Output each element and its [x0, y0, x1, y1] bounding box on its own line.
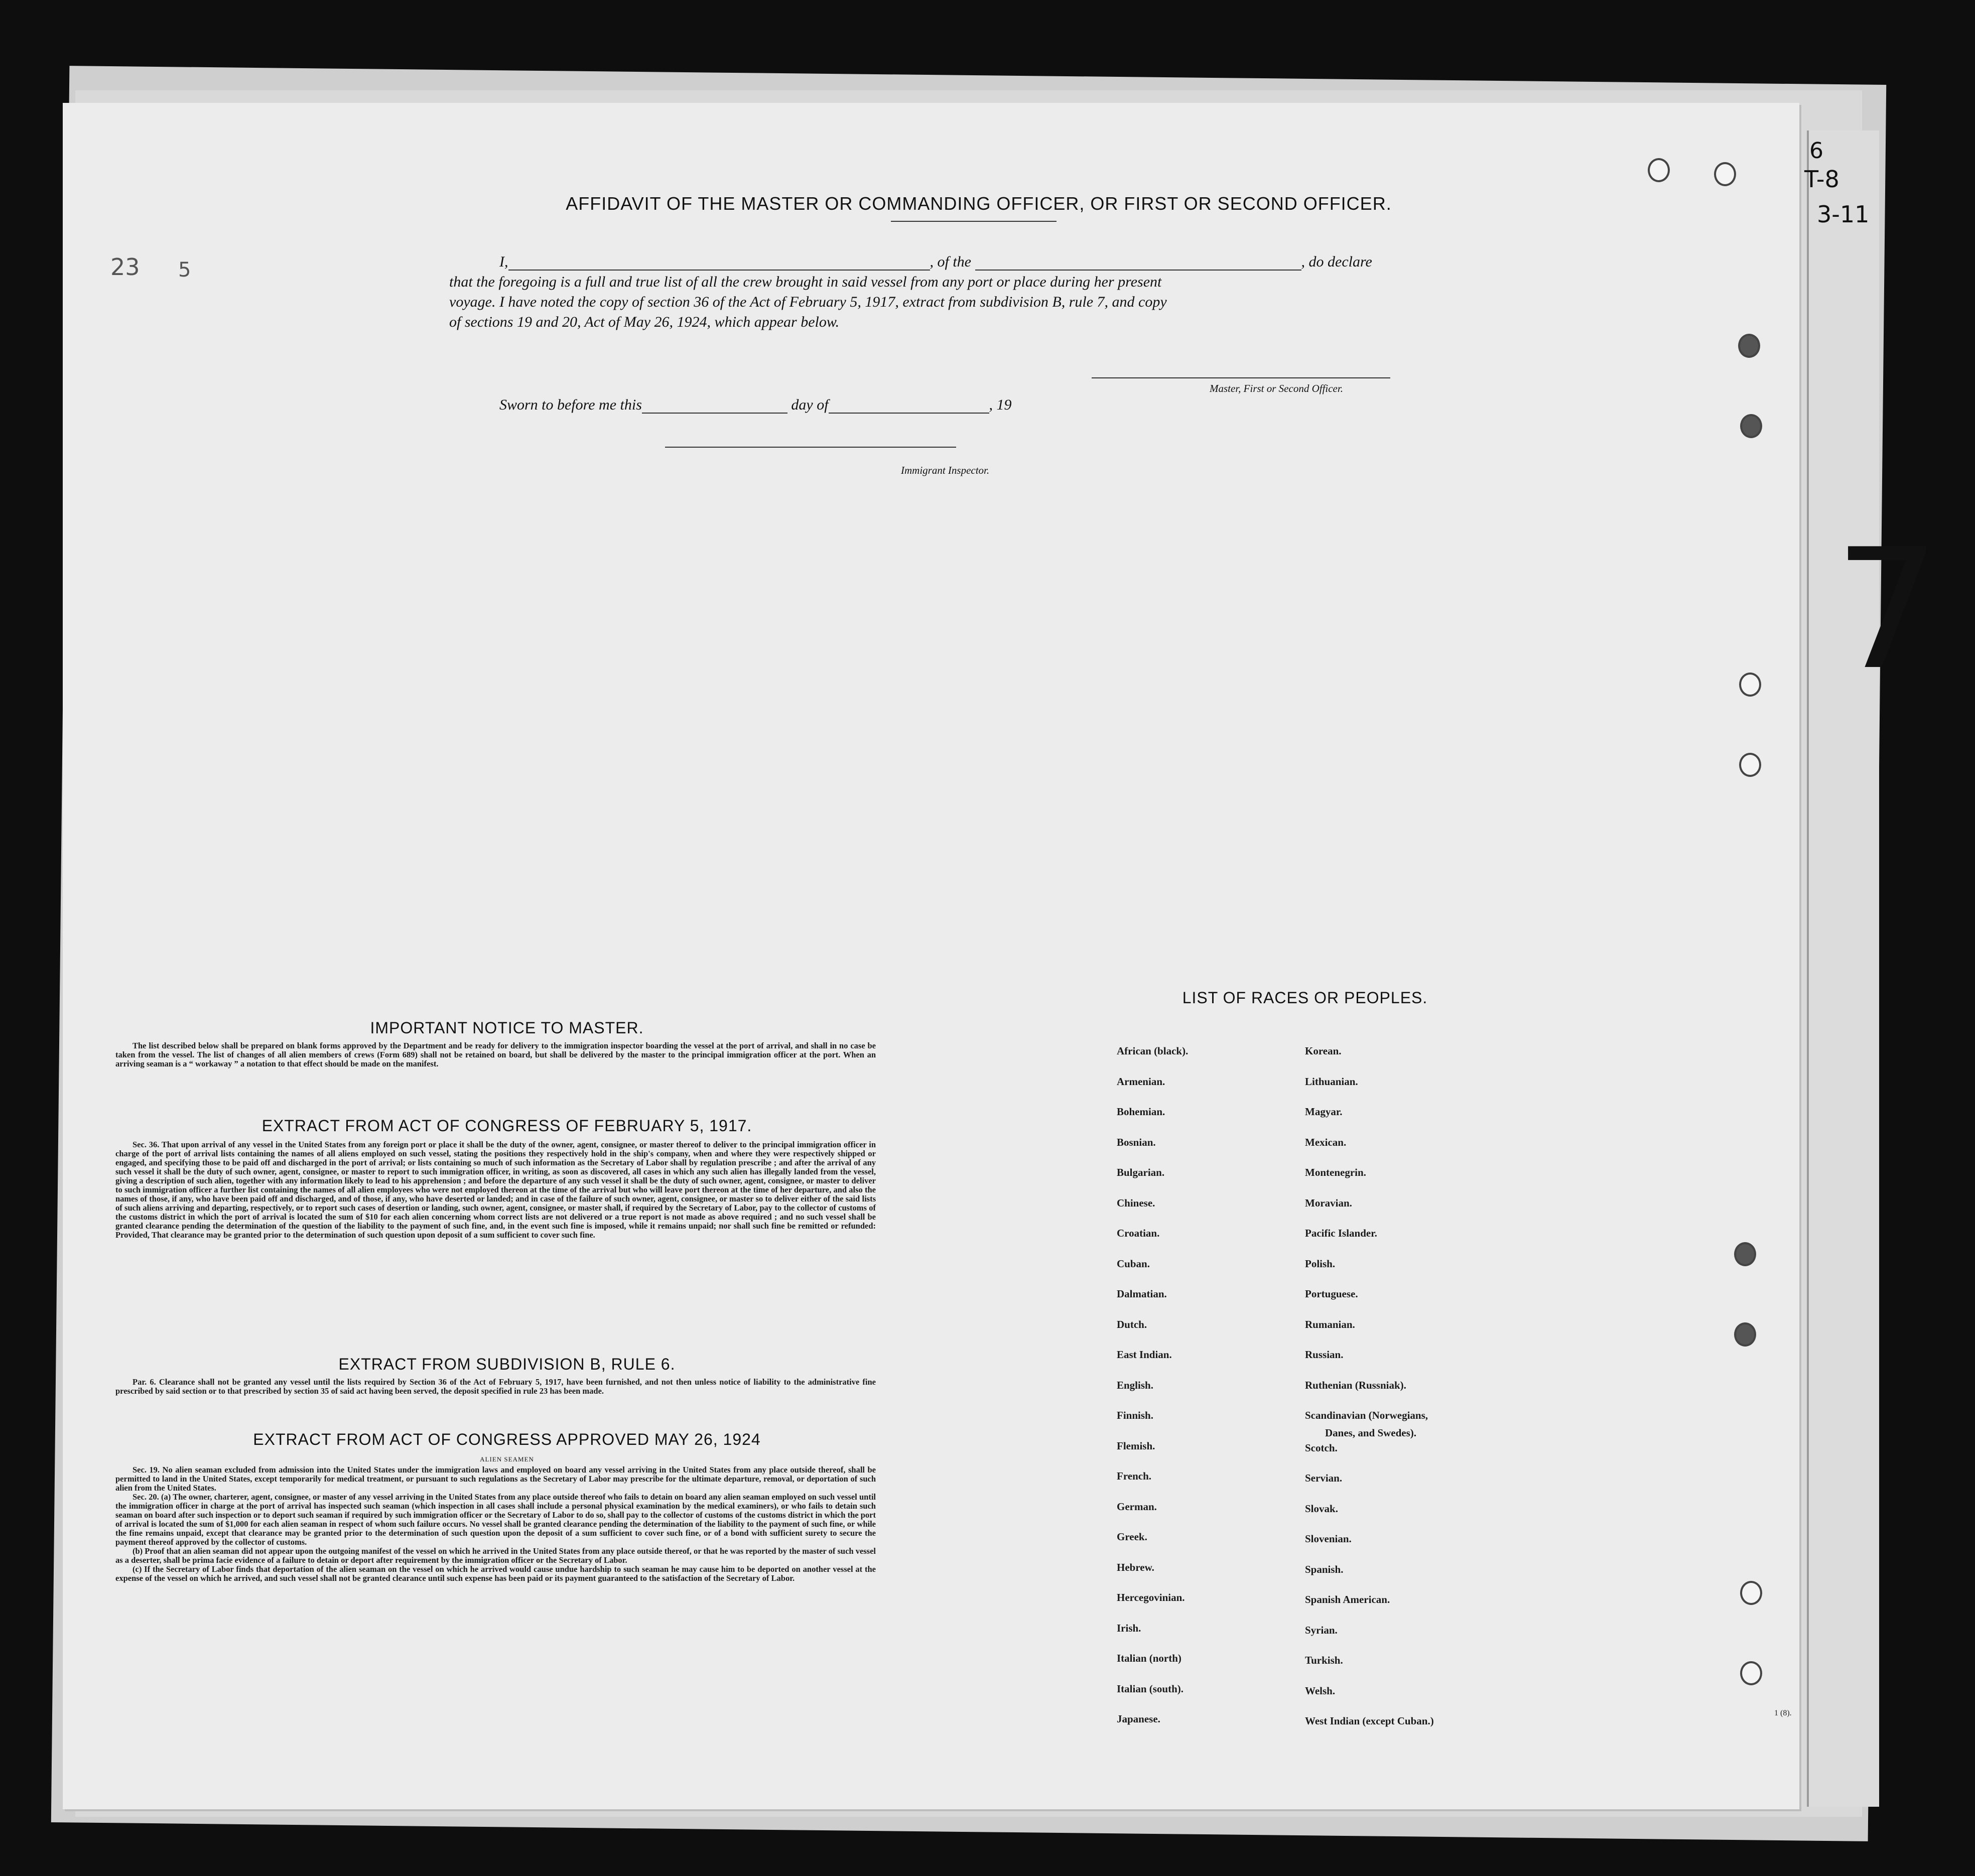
- affidavit-line-3: voyage. I have noted the copy of section 36 of the Act of February 5, 1917, extract from subdivision B, rule 7, and copy: [449, 294, 1167, 310]
- race-item: Polish.: [1305, 1257, 1336, 1270]
- section-19: Sec. 19. No alien seaman excluded from admission into the United States under the immigration laws and employed on board any vessel arriving in the United States from any place outside thereof, shall be permitted to land in the United States, except temporarily for medical treatment, or pursuant to such regulations as the Secretary of Labor may prescribe for the ultimate departure, removal, or deportation of such alien from the United States.: [115, 1465, 876, 1493]
- handwritten-mark: 23: [110, 253, 140, 281]
- extract-1917-title: EXTRACT FROM ACT OF CONGRESS OF FEBRUARY 5, 1917.: [261, 1117, 752, 1135]
- race-item: French.: [1117, 1470, 1152, 1482]
- vessel-blank: [975, 257, 1301, 271]
- handwritten-mark: T-8: [1804, 166, 1839, 193]
- handwritten-numeral: 7: [1834, 513, 1940, 706]
- race-item: Hercegovinian.: [1117, 1591, 1185, 1603]
- affidavit-line-1: [499, 253, 1372, 271]
- race-item: Armenian.: [1117, 1075, 1165, 1088]
- race-item: Japanese.: [1117, 1713, 1160, 1725]
- signature-line: [1092, 377, 1390, 378]
- affidavit-text: , of the: [930, 253, 971, 270]
- race-item: Scandinavian (Norwegians,: [1305, 1409, 1428, 1421]
- form-number: 1 (8).: [1774, 1709, 1792, 1717]
- race-item: Montenegrin.: [1305, 1166, 1366, 1178]
- race-item: Hebrew.: [1117, 1561, 1154, 1573]
- punch-hole: [1648, 158, 1670, 182]
- race-item: Scotch.: [1305, 1441, 1338, 1454]
- notice-text: [115, 1041, 876, 1068]
- punch-hole: [1738, 334, 1760, 358]
- race-item: German.: [1117, 1500, 1157, 1513]
- punch-hole: [1740, 1661, 1762, 1685]
- race-item: Magyar.: [1305, 1106, 1343, 1118]
- extract-rule6-text: [115, 1378, 876, 1396]
- divider: [891, 221, 1057, 222]
- race-item-continuation: Danes, and Swedes).: [1325, 1427, 1417, 1439]
- punch-hole: [1714, 162, 1736, 186]
- race-item: Spanish American.: [1305, 1593, 1390, 1605]
- sworn-line: [499, 396, 1012, 414]
- race-item: Irish.: [1117, 1622, 1141, 1634]
- race-item: Finnish.: [1117, 1409, 1153, 1421]
- inspector-caption: Immigrant Inspector.: [901, 464, 990, 476]
- race-item: Servian.: [1305, 1472, 1343, 1484]
- race-item: Slovenian.: [1305, 1533, 1352, 1545]
- section-20c: (c) If the Secretary of Labor finds that deportation of the alien seaman on the vessel on which he arrived would cause undue hardship to such seaman he may cause him to be deported on another vessel at the expense of the vessel on which he arrived, and such vessel shall not be granted clearance until such expense has been paid or its payment guaranteed to the satisfaction of the Secretary of Labor.: [115, 1564, 876, 1583]
- punch-hole: [1734, 1322, 1756, 1347]
- handwritten-mark: 3-11: [1817, 201, 1870, 228]
- extract-1917-paragraph: Sec. 36. That upon arrival of any vessel in the United States from any foreign port or place it shall be the duty of the owner, agent, consignee, or master thereof to deliver to the principal immigration officer in charge of the port of arrival lists containing the names of all aliens employed on such vessel, stating the positions they respectively hold in the ship's company, when and where they were respectively shipped or engaged, and specifying those to be paid off and discharged in the port of arrival; or lists containing so much of such information as the Secretary of Labor shall by regulation prescribe ; and after the arrival of any such vessel it shall be the duty of such owner, agent, consignee, or master to report to such immigration officer, in writing, as soon as discovered, all cases in which any such alien has illegally landed from the vessel, giving a description of such alien, together with any information likely to lead to his apprehension ; and before the departure of any such vessel it shall be the duty of such owner, agent, consignee, or master to deliver to such immigration officer a further list containing the names of all alien employees who were not employed thereon at the time of the arrival but who will leave port thereon at the time of her departure, and also the names of those, if any, who have been paid off and discharged, and of those, if any, who have deserted or landed; and in case of the failure of such owner, agent, consignee, or master so to deliver either of the said lists of such aliens arriving and departing, respectively, or to report such cases of desertion or landing, such owner, agent, consignee, or master shall, if required by the Secretary of Labor, pay to the collector of customs of the customs district in which the port of arrival is located the sum of $10 for each alien concerning whom correct lists are not delivered or a true report is not made as above required ; and no such vessel shall be granted clearance pending the determination of the question of the liability to the payment of such fine, and, in the event such fine is imposed, while it remains unpaid; nor shall such fine be remitted or refunded: Provided, That clearance may be granted prior to the determination of such question upon deposit of a sum sufficient to cover such fine.: [115, 1140, 876, 1240]
- race-item: Spanish.: [1305, 1563, 1344, 1575]
- race-item: Welsh.: [1305, 1684, 1336, 1697]
- affidavit-text: I,: [499, 253, 508, 270]
- race-item: East Indian.: [1117, 1349, 1172, 1361]
- race-item: Chinese.: [1117, 1196, 1155, 1209]
- race-item: Slovak.: [1305, 1502, 1338, 1515]
- race-item: Bohemian.: [1117, 1106, 1165, 1118]
- extract-1924-title: EXTRACT FROM ACT OF CONGRESS APPROVED MAY 26, 1924: [253, 1430, 761, 1448]
- race-item: Moravian.: [1305, 1196, 1352, 1209]
- sworn-text: day of: [791, 396, 829, 413]
- sworn-text: Sworn to before me this: [499, 396, 642, 413]
- race-item: Croatian.: [1117, 1227, 1160, 1239]
- race-item: Portuguese.: [1305, 1288, 1358, 1300]
- race-item: Lithuanian.: [1305, 1075, 1358, 1088]
- month-blank: [829, 400, 989, 414]
- race-item: Turkish.: [1305, 1654, 1343, 1666]
- punch-hole: [1739, 673, 1761, 697]
- race-item: African (black).: [1117, 1045, 1189, 1057]
- race-item: Cuban.: [1117, 1257, 1150, 1270]
- race-item: Pacific Islander.: [1305, 1227, 1377, 1239]
- race-item: Mexican.: [1305, 1136, 1347, 1148]
- signature-caption: Master, First or Second Officer.: [1210, 382, 1343, 394]
- race-item: Korean.: [1305, 1045, 1342, 1057]
- day-blank: [642, 400, 787, 414]
- punch-hole: [1740, 414, 1762, 438]
- race-item: Dalmatian.: [1117, 1288, 1167, 1300]
- extract-rule6-title: EXTRACT FROM SUBDIVISION B, RULE 6.: [338, 1355, 676, 1373]
- name-blank: [508, 257, 930, 271]
- race-item: Greek.: [1117, 1531, 1147, 1543]
- race-item: Syrian.: [1305, 1624, 1338, 1636]
- punch-hole: [1739, 753, 1761, 777]
- sworn-text: , 19: [989, 396, 1012, 413]
- race-item: Bosnian.: [1117, 1136, 1156, 1148]
- notice-title: IMPORTANT NOTICE TO MASTER.: [370, 1019, 644, 1037]
- punch-hole: [1734, 1242, 1756, 1266]
- extract-1924-text: [115, 1465, 876, 1583]
- race-item: West Indian (except Cuban.): [1305, 1715, 1434, 1727]
- race-item: Russian.: [1305, 1349, 1344, 1361]
- inspector-signature-line: [665, 447, 956, 448]
- section-20a: Sec. 20. (a) The owner, charterer, agent, consignee, or master of any vessel arriving in the United States from any place outside thereof who fails to detain on board any alien seaman employed on such vessel until the immigration officer in charge at the port of arrival has inspected such seaman (which inspection in all cases shall include a personal physical examination by the medical examiners), or who fails to detain such seaman on board after such inspection or to deport such seaman if required by such immigration officer or the Secretary of Labor to do so, shall pay to the collector of customs of the customs district in which the port of arrival is located the sum of $1,000 for each alien seaman in respect of whom such failure occurs. No vessel shall be granted clearance pending the determination of the liability to the payment of such fine, or while the fine remains unpaid, except that clearance may be granted prior to the determination of such question upon the deposit of a sum sufficient to cover such fine, or of a bond with sufficient surety to secure the payment thereof approved by the collector of customs.: [115, 1492, 876, 1547]
- race-item: Dutch.: [1117, 1318, 1147, 1330]
- handwritten-mark: 5: [178, 258, 191, 282]
- affidavit-text: , do declare: [1301, 253, 1372, 270]
- extract-1917-text: [115, 1140, 876, 1240]
- punch-hole: [1740, 1581, 1762, 1605]
- affidavit-title: AFFIDAVIT OF THE MASTER OR COMMANDING OFFICER, OR FIRST OR SECOND OFFICER.: [566, 193, 1392, 214]
- race-item: English.: [1117, 1379, 1153, 1391]
- race-item: Rumanian.: [1305, 1318, 1355, 1330]
- affidavit-line-4: of sections 19 and 20, Act of May 26, 1924, which appear below.: [449, 314, 840, 330]
- section-20b: (b) Proof that an alien seaman did not appear upon the outgoing manifest of the vessel on which he arrived in the United States from any place outside thereof, or that he was reported by the master of such vessel as a deserter, shall be prima facie evidence of a failure to detain or deport after requirement by the immigration officer or the Secretary of Labor.: [115, 1546, 876, 1565]
- race-item: Italian (north): [1117, 1652, 1181, 1664]
- race-item: Bulgarian.: [1117, 1166, 1165, 1178]
- extract-rule6-paragraph: Par. 6. Clearance shall not be granted any vessel until the lists required by Section 36 of the Act of February 5, 1917, have been furnished, and not then unless notice of liability to the administrative fine prescribed by said section or to that prescribed by section 35 of said act having been served, the deposit specified in rule 23 has been made.: [115, 1377, 876, 1396]
- affidavit-line-2: that the foregoing is a full and true list of all the crew brought in said vessel from any port or place during her present: [449, 274, 1162, 290]
- race-item: Flemish.: [1117, 1439, 1155, 1452]
- stacked-page-edges: [1807, 130, 1879, 1807]
- handwritten-mark: 6: [1809, 138, 1823, 164]
- extract-1924-subtitle: ALIEN SEAMEN: [480, 1455, 534, 1463]
- notice-paragraph: The list described below shall be prepared on blank forms approved by the Department and be ready for delivery to the immigration inspector boarding the vessel at the port of arrival, and shall in no case be taken from the vessel. The list of changes of all alien members of crews (Form 689) shall not be retained on board, but shall be delivered by the master to the principal immigration officer at the port. When an arriving seaman is a “ workaway ” a notation to that effect should be made on the manifest.: [115, 1041, 876, 1068]
- race-item: Ruthenian (Russniak).: [1305, 1379, 1406, 1391]
- races-title: LIST OF RACES OR PEOPLES.: [1182, 989, 1428, 1007]
- race-item: Italian (south).: [1117, 1682, 1184, 1695]
